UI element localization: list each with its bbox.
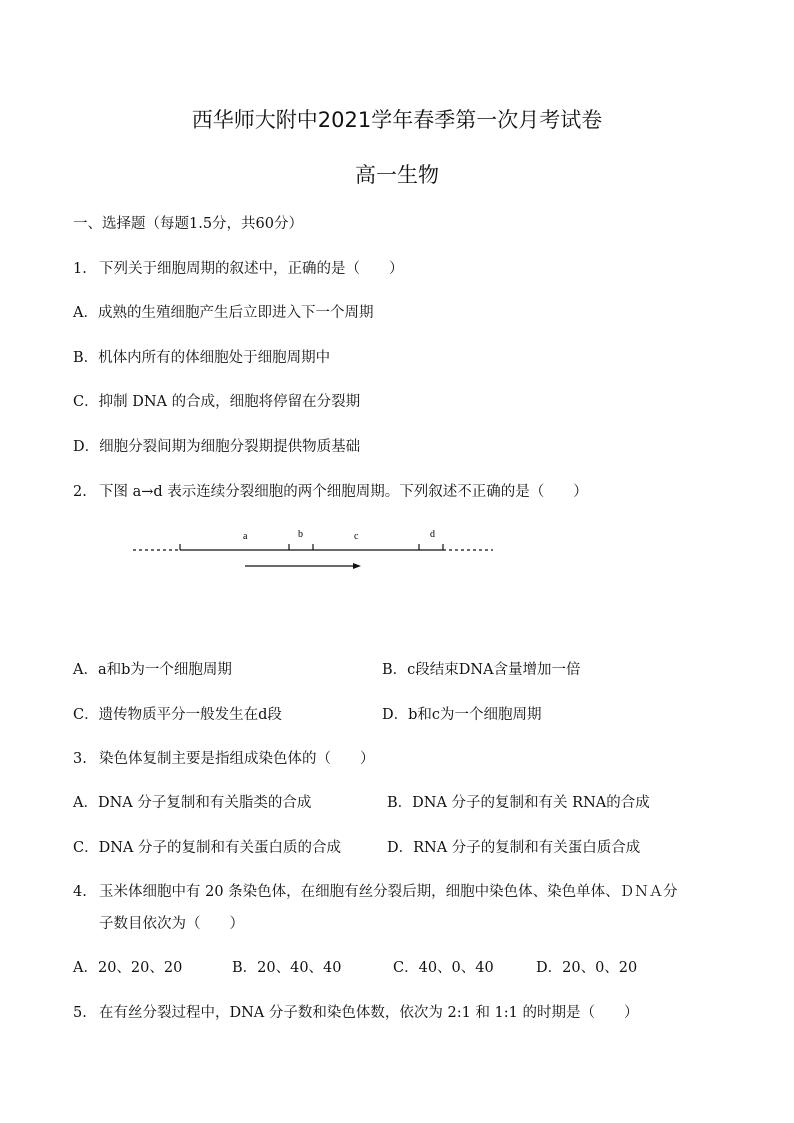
q4-option-d: D．20、0、20 xyxy=(536,960,638,976)
question-number: 5. xyxy=(73,1005,87,1021)
q2-option-b: B．c段结束DNA含量增加一倍 xyxy=(382,662,581,678)
question-1 xyxy=(73,257,404,278)
q1-option-a: A．成熟的生殖细胞产生后立即进入下一个周期 xyxy=(73,305,374,321)
question-stem: 下图 a→d 表示连续分裂细胞的两个细胞周期。下列叙述不正确的是（ ） xyxy=(99,484,588,500)
q3-option-c: C．DNA 分子的复制和有关蛋白质的合成 xyxy=(73,840,341,856)
q3-option-a: A．DNA 分子复制和有关脂类的合成 xyxy=(73,795,312,811)
question-number: 3. xyxy=(73,751,87,767)
question-stem: 下列关于细胞周期的叙述中，正确的是（ ） xyxy=(99,261,404,277)
question-number: 4. xyxy=(73,884,87,900)
q2-option-a: A．a和b为一个细胞周期 xyxy=(73,662,232,678)
question-3 xyxy=(73,747,375,768)
page-title: 西华师大附中2021学年春季第一次月考试卷 xyxy=(191,108,603,132)
segment-label-c: c xyxy=(354,531,359,542)
question-stem: 在有丝分裂过程中，DNA 分子数和染色体数，依次为 2:1 和 1:1 的时期是（ ） xyxy=(99,1005,639,1021)
q4-option-a: A．20、20、20 xyxy=(73,960,183,976)
direction-arrow-head xyxy=(353,563,361,569)
q3-option-d: D．RNA 分子的复制和有关蛋白质合成 xyxy=(387,840,641,856)
q3-option-b: B．DNA 分子的复制和有关 RNA的合成 xyxy=(387,795,650,811)
segment-label-d: d xyxy=(430,529,435,540)
q1-option-c: C．抑制 DNA 的合成，细胞将停留在分裂期 xyxy=(73,394,361,410)
section-heading: 一、选择题（每题1.5分，共60分） xyxy=(73,216,304,232)
segment-label-a: a xyxy=(243,531,248,542)
q1-option-b: B．机体内所有的体细胞处于细胞周期中 xyxy=(73,350,331,366)
segment-label-b: b xyxy=(298,529,303,540)
q2-option-d: D．b和c为一个细胞周期 xyxy=(382,707,542,723)
question-5 xyxy=(73,1001,639,1022)
q2-option-c: C．遗传物质平分一般发生在d段 xyxy=(73,707,282,723)
question-number: 1. xyxy=(73,261,87,277)
q1-option-d: D．细胞分裂间期为细胞分裂期提供物质基础 xyxy=(73,439,361,455)
question-4 xyxy=(73,880,678,901)
cell-cycle-figure xyxy=(125,520,505,580)
q4-option-b: B．20、40、40 xyxy=(232,960,342,976)
question-2 xyxy=(73,480,588,501)
q4-option-c: C．40、0、40 xyxy=(393,960,494,976)
question-4-continued: 子数目依次为（ ） xyxy=(99,916,244,932)
page-subtitle: 高一生物 xyxy=(355,163,439,187)
question-stem: 染色体复制主要是指组成染色体的（ ） xyxy=(99,751,375,767)
question-number: 2. xyxy=(73,484,87,500)
question-stem-line-1: 玉米体细胞中有 20 条染色体，在细胞有丝分裂后期，细胞中染色体、染色单体、ＤＮＡ分 xyxy=(99,884,678,900)
